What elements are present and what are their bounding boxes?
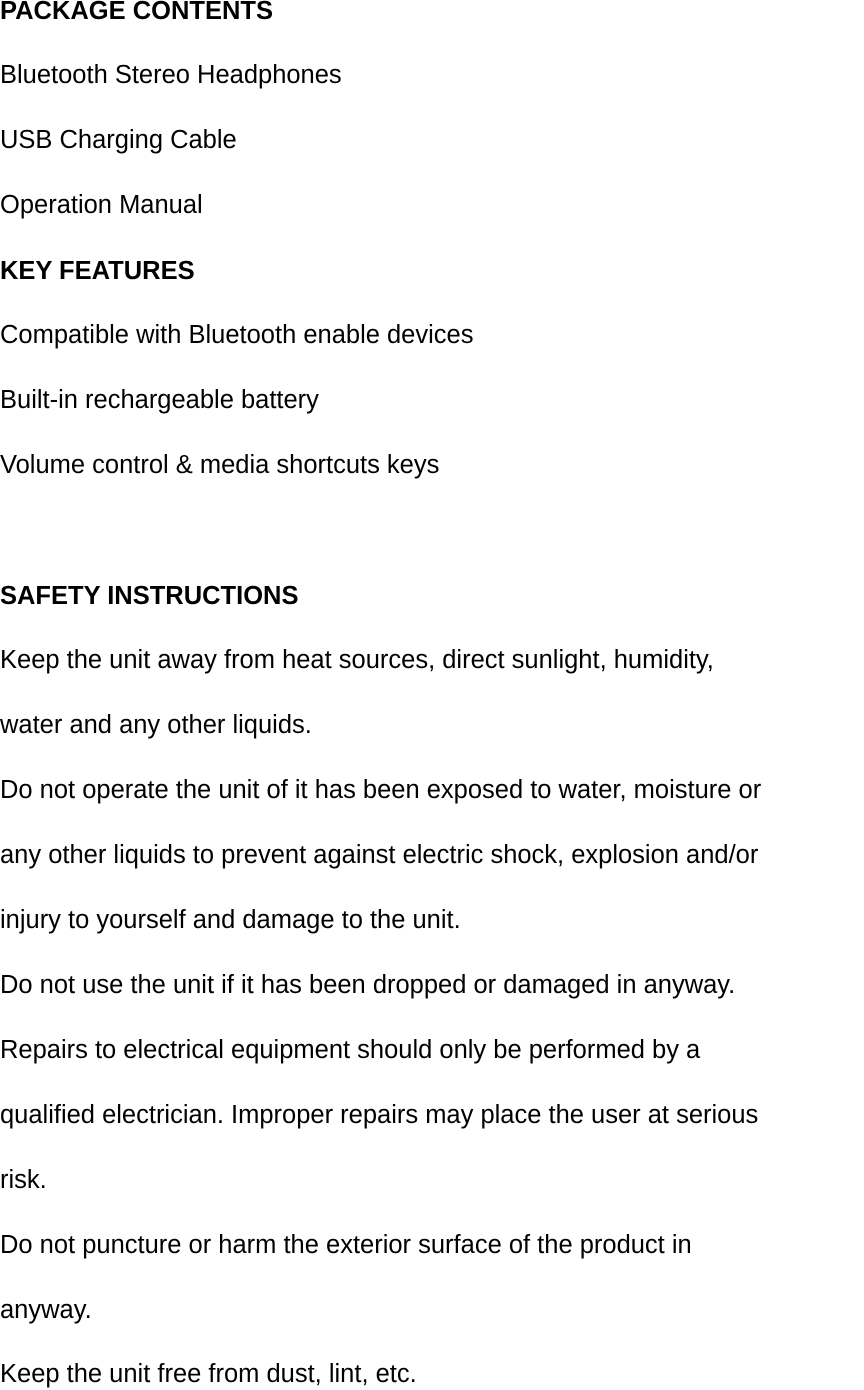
safety-line-10: Do not puncture or harm the exterior surface of the product in xyxy=(0,1231,692,1259)
safety-line-2: water and any other liquids. xyxy=(0,711,312,739)
safety-line-12: Keep the unit free from dust, lint, etc. xyxy=(0,1360,417,1388)
safety-line-6: Do not use the unit if it has been dropped or damaged in anyway. xyxy=(0,971,736,999)
package-contents-heading: PACKAGE CONTENTS xyxy=(0,0,273,25)
safety-line-9: risk. xyxy=(0,1166,47,1194)
feature-item-compatibility: Compatible with Bluetooth enable devices xyxy=(0,321,474,349)
safety-line-1: Keep the unit away from heat sources, direct sunlight, humidity, xyxy=(0,646,714,674)
safety-line-11: anyway. xyxy=(0,1296,92,1324)
safety-instructions-heading: SAFETY INSTRUCTIONS xyxy=(0,582,299,610)
safety-line-7: Repairs to electrical equipment should only be performed by a xyxy=(0,1036,701,1064)
package-item-manual: Operation Manual xyxy=(0,191,203,219)
package-item-usb-cable: USB Charging Cable xyxy=(0,126,237,154)
safety-line-8: qualified electrician. Improper repairs may place the user at serious xyxy=(0,1101,759,1129)
key-features-heading: KEY FEATURES xyxy=(0,257,195,285)
safety-line-3: Do not operate the unit of it has been exposed to water, moisture or xyxy=(0,776,762,804)
feature-item-volume-control: Volume control & media shortcuts keys xyxy=(0,451,440,479)
package-item-headphones: Bluetooth Stereo Headphones xyxy=(0,61,342,89)
safety-line-5: injury to yourself and damage to the unit. xyxy=(0,906,461,934)
feature-item-battery: Built-in rechargeable battery xyxy=(0,386,319,414)
safety-line-4: any other liquids to prevent against electric shock, explosion and/or xyxy=(0,841,759,869)
